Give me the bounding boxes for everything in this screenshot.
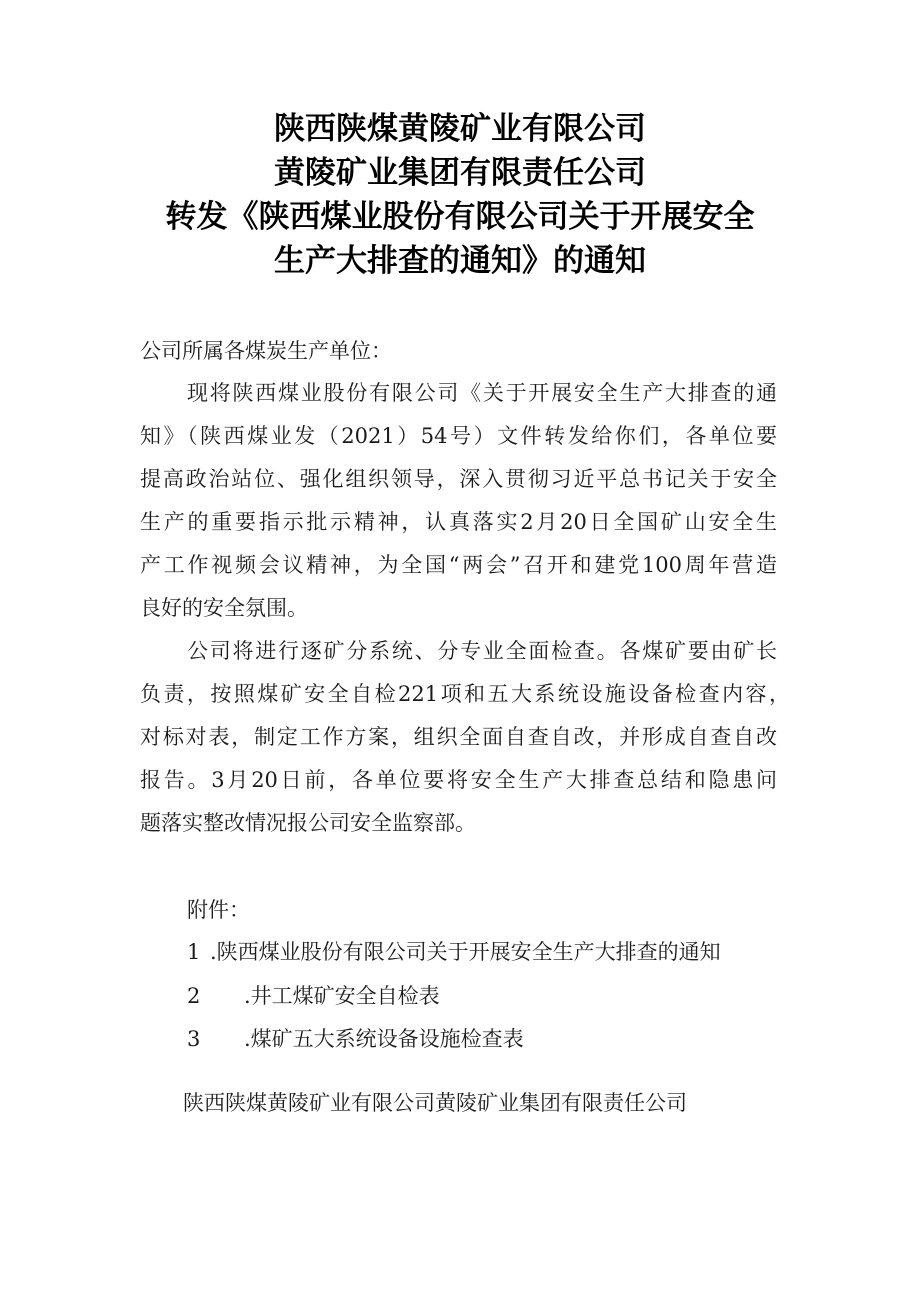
document-title-line-4: 生产大排查的通知》的通知: [274, 243, 646, 279]
paragraph-1-line: 良好的安全氛围。: [140, 596, 308, 620]
document-title-line-3: 转发《陕西煤业股份有限公司关于开展安全: [165, 199, 755, 235]
attachment-number: 3: [187, 1027, 201, 1051]
document-title-line-2: 黄陵矿业集团有限责任公司: [274, 155, 646, 191]
attachment-number: 1: [187, 940, 201, 964]
salutation: 公司所属各煤炭生产单位：: [140, 339, 392, 363]
attachment-title: .井工煤矿安全自检表: [244, 984, 440, 1008]
paragraph-1-line: 产工作视频会议精神，为全国“两会”召开和建党100周年营造: [140, 553, 777, 577]
paragraph-2-line: 报告。3月20日前，各单位要将安全生产大排查总结和隐患问: [140, 768, 777, 792]
paragraph-2-line: 对标对表，制定工作方案，组织全面自查自改，并形成自查自改: [140, 725, 777, 749]
attachment-title: .煤矿五大系统设备设施检查表: [244, 1027, 524, 1051]
paragraph-1-line: 提高政治站位、强化组织领导，深入贯彻习近平总书记关于安全: [140, 467, 777, 491]
attachment-number: 2: [187, 984, 201, 1008]
attachment-title: .陕西煤业股份有限公司关于开展安全生产大排查的通知: [210, 940, 721, 964]
paragraph-2-line: 公司将进行逐矿分系统、分专业全面检查。各煤矿要由矿长: [187, 639, 777, 663]
attachments-label: 附件：: [187, 898, 250, 922]
paragraph-1-line: 现将陕西煤业股份有限公司《关于开展安全生产大排查的通: [187, 381, 777, 405]
paragraph-2-line: 题落实整改情况报公司安全监察部。: [140, 811, 476, 835]
paragraph-1-line: 知》（陕西煤业发（2021）54号）文件转发给你们，各单位要: [140, 424, 777, 448]
paragraph-1-line: 生产的重要指示批示精神，认真落实2月20日全国矿山安全生: [140, 510, 777, 534]
paragraph-2-line: 负责，按照煤矿安全自检221项和五大系统设施设备检查内容，: [140, 682, 790, 706]
signature: 陕西陕煤黄陵矿业有限公司黄陵矿业集团有限责任公司: [183, 1091, 687, 1115]
document-title-line-1: 陕西陕煤黄陵矿业有限公司: [274, 111, 646, 147]
